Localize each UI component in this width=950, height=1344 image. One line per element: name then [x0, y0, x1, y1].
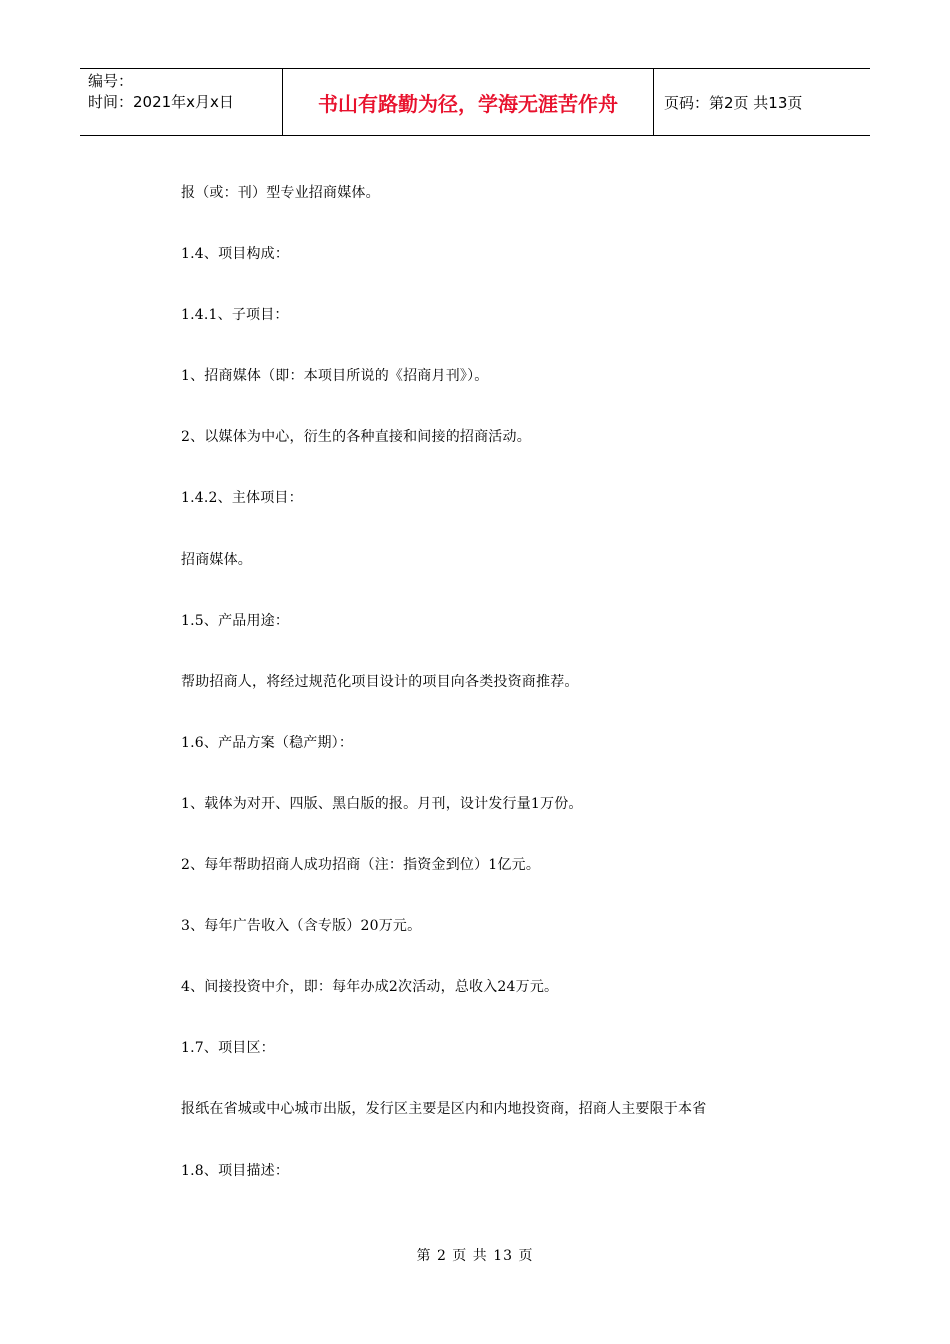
- section-heading: 1.5、产品用途：: [181, 612, 290, 629]
- document-date: 时间：2021年x月x日: [88, 93, 234, 111]
- paragraph: 报纸在省城或中心城市出版，发行区主要是区内和内地投资商，招商人主要限于本省: [181, 1101, 707, 1118]
- header-motto: 书山有路勤为径，学海无涯苦作舟: [318, 91, 618, 116]
- paragraph: 招商媒体。: [181, 551, 252, 568]
- list-item: 4、间接投资中介，即：每年办成2次活动，总收入24万元。: [181, 979, 559, 996]
- header-meta-cell: [80, 69, 282, 135]
- section-heading: 1.6、产品方案（稳产期）：: [181, 734, 354, 751]
- section-heading: 1.4.1、子项目：: [181, 307, 289, 324]
- section-heading: 1.4.2、主体项目：: [181, 490, 303, 507]
- section-heading: 1.7、项目区：: [181, 1040, 275, 1057]
- header-motto-cell: [282, 69, 654, 135]
- paragraph: 报（或：刊）型专业招商媒体。: [181, 185, 380, 201]
- header-page-cell: [654, 69, 870, 135]
- section-heading: 1.4、项目构成：: [181, 246, 290, 263]
- list-item: 1、招商媒体（即：本项目所说的《招商月刊》）。: [181, 368, 489, 385]
- list-item: 1、载体为对开、四版、黑白版的报。月刊，设计发行量1万份。: [181, 795, 583, 812]
- list-item: 3、每年广告收入（含专版）20万元。: [181, 918, 422, 935]
- document-header: [80, 68, 870, 136]
- paragraph: 帮助招商人，将经过规范化项目设计的项目向各类投资商推荐。: [181, 673, 579, 690]
- footer-page-number: 第 2 页 共 13 页: [416, 1248, 534, 1264]
- list-item: 2、每年帮助招商人成功招商（注：指资金到位）1亿元。: [181, 857, 541, 874]
- document-number-label: 编号：: [88, 72, 134, 90]
- list-item: 2、以媒体为中心，衍生的各种直接和间接的招商活动。: [181, 429, 531, 446]
- header-page-info: 页码：第2页 共13页: [664, 93, 803, 112]
- document-body: [181, 180, 801, 1219]
- page-footer: [0, 1245, 950, 1265]
- section-heading: 1.8、项目描述：: [181, 1162, 290, 1179]
